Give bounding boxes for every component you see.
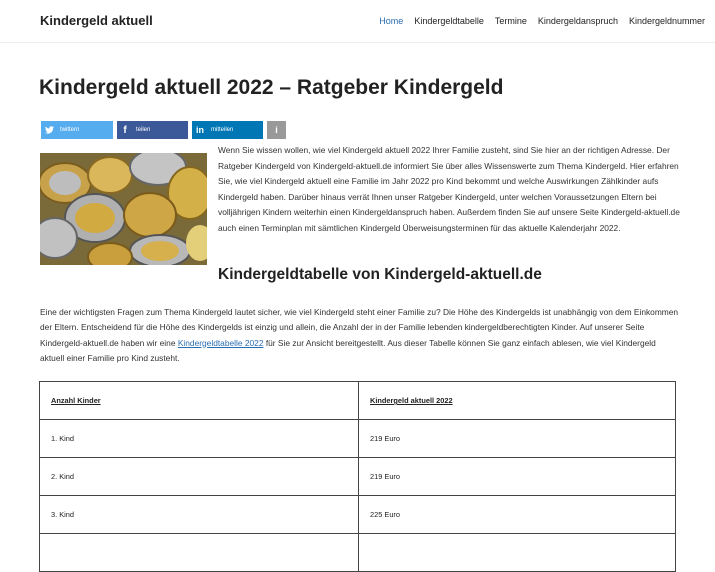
coins-image — [40, 153, 207, 265]
share-bar — [41, 121, 290, 139]
nav-termine[interactable]: Termine — [494, 16, 527, 26]
section-paragraph-text-2: für Sie zur Ansicht bereitgestellt. Aus dieser Tabelle können Sie ganz einfach ablesen, wie viel Kindergeld aktuell einer Familie pro Kind zusteht. — [40, 337, 656, 363]
table-header-kindergeld: Kindergeld aktuell 2022 — [359, 382, 676, 420]
table-cell: 3. Kind — [40, 496, 359, 534]
share-twitter-label: twittern — [60, 127, 80, 133]
nav-home[interactable]: Home — [379, 16, 404, 26]
table-row — [40, 458, 676, 496]
nav-kindergeldanspruch[interactable]: Kindergeldanspruch — [537, 16, 618, 26]
kindergeld-table — [39, 381, 676, 572]
intro-paragraph: Wenn Sie wissen wollen, wie viel Kindergeld aktuell 2022 Ihrer Familie zusteht, sind Sie hier an der richtigen Adresse. Der Ratgeber Kindergeld von Kindergeld-aktuell.de informiert Sie über alles Wissenswerte zum Thema Kindergeld. Hier erfahren Sie, wie viel Kindergeld aktuell eine Familie im Jahr 2022 pro Kind bekommt und welche Auswirkungen Zählkinder aufs Kindergeld haben. Darüber hinaus verrät Ihnen unser Ratgeber Kindergeld, unter welchen Voraussetzungen Eltern bei volljährigen Kindern weiterhin einen Kindergeldanspruch haben. Außerdem finden Sie auf unsere Seite Kindergeld-aktuell.de auch einen Terminplan mit sämtlichen Kindergeld Überweisungsterminen für das aktuelle Kalenderjahr 2022. — [218, 145, 680, 233]
site-title[interactable]: Kindergeld aktuell — [40, 13, 153, 28]
kindergeldtabelle-link[interactable]: Kindergeldtabelle 2022 — [177, 337, 264, 348]
section-paragraph — [40, 305, 680, 366]
share-linkedin-label: mitteilen — [211, 127, 234, 133]
nav-kindergeldtabelle[interactable]: Kindergeldtabelle — [414, 16, 484, 26]
table-cell — [359, 534, 676, 572]
nav-kindergeldnummer[interactable]: Kindergeldnummer — [628, 16, 705, 26]
table-row — [40, 420, 676, 458]
section-heading: Kindergeldtabelle von Kindergeld-aktuell.de — [218, 266, 542, 283]
table-cell: 2. Kind — [40, 458, 359, 496]
table-cell: 219 Euro — [359, 458, 676, 496]
table-cell: 1. Kind — [40, 420, 359, 458]
page-title: Kindergeld aktuell 2022 – Ratgeber Kindergeld — [39, 76, 504, 99]
share-twitter-button[interactable] — [41, 121, 113, 139]
twitter-icon — [41, 121, 57, 139]
info-icon: i — [275, 125, 278, 135]
share-facebook-label: teilen — [136, 127, 151, 133]
table-header-row — [40, 382, 676, 420]
share-linkedin-button[interactable] — [192, 121, 263, 139]
facebook-icon: f — [123, 124, 127, 136]
table-row — [40, 496, 676, 534]
linkedin-icon: in — [196, 125, 204, 135]
table-cell: 225 Euro — [359, 496, 676, 534]
table-cell: 219 Euro — [359, 420, 676, 458]
share-info-button[interactable] — [267, 121, 286, 139]
site-header — [0, 0, 715, 43]
table-header-anzahl: Anzahl Kinder — [40, 382, 359, 420]
share-facebook-button[interactable] — [117, 121, 188, 139]
table-row — [40, 534, 676, 572]
section-paragraph-text-1: Eine der wichtigsten Fragen zum Thema Kindergeld lautet sicher, wie viel Kindergeld steht einer Familie zu? Die Höhe des Kindergelds ist unabhängig von dem Einkommen der Eltern. Entscheidend für die Höhe des Kindergelds ist einzig und allein, die Anzahl der in der Familie lebenden kindergeldberechtigten Kinder. Auf unserer Seite Kindergeld-aktuell.de haben wir eine — [40, 307, 679, 348]
main-nav — [368, 16, 705, 26]
table-cell — [40, 534, 359, 572]
